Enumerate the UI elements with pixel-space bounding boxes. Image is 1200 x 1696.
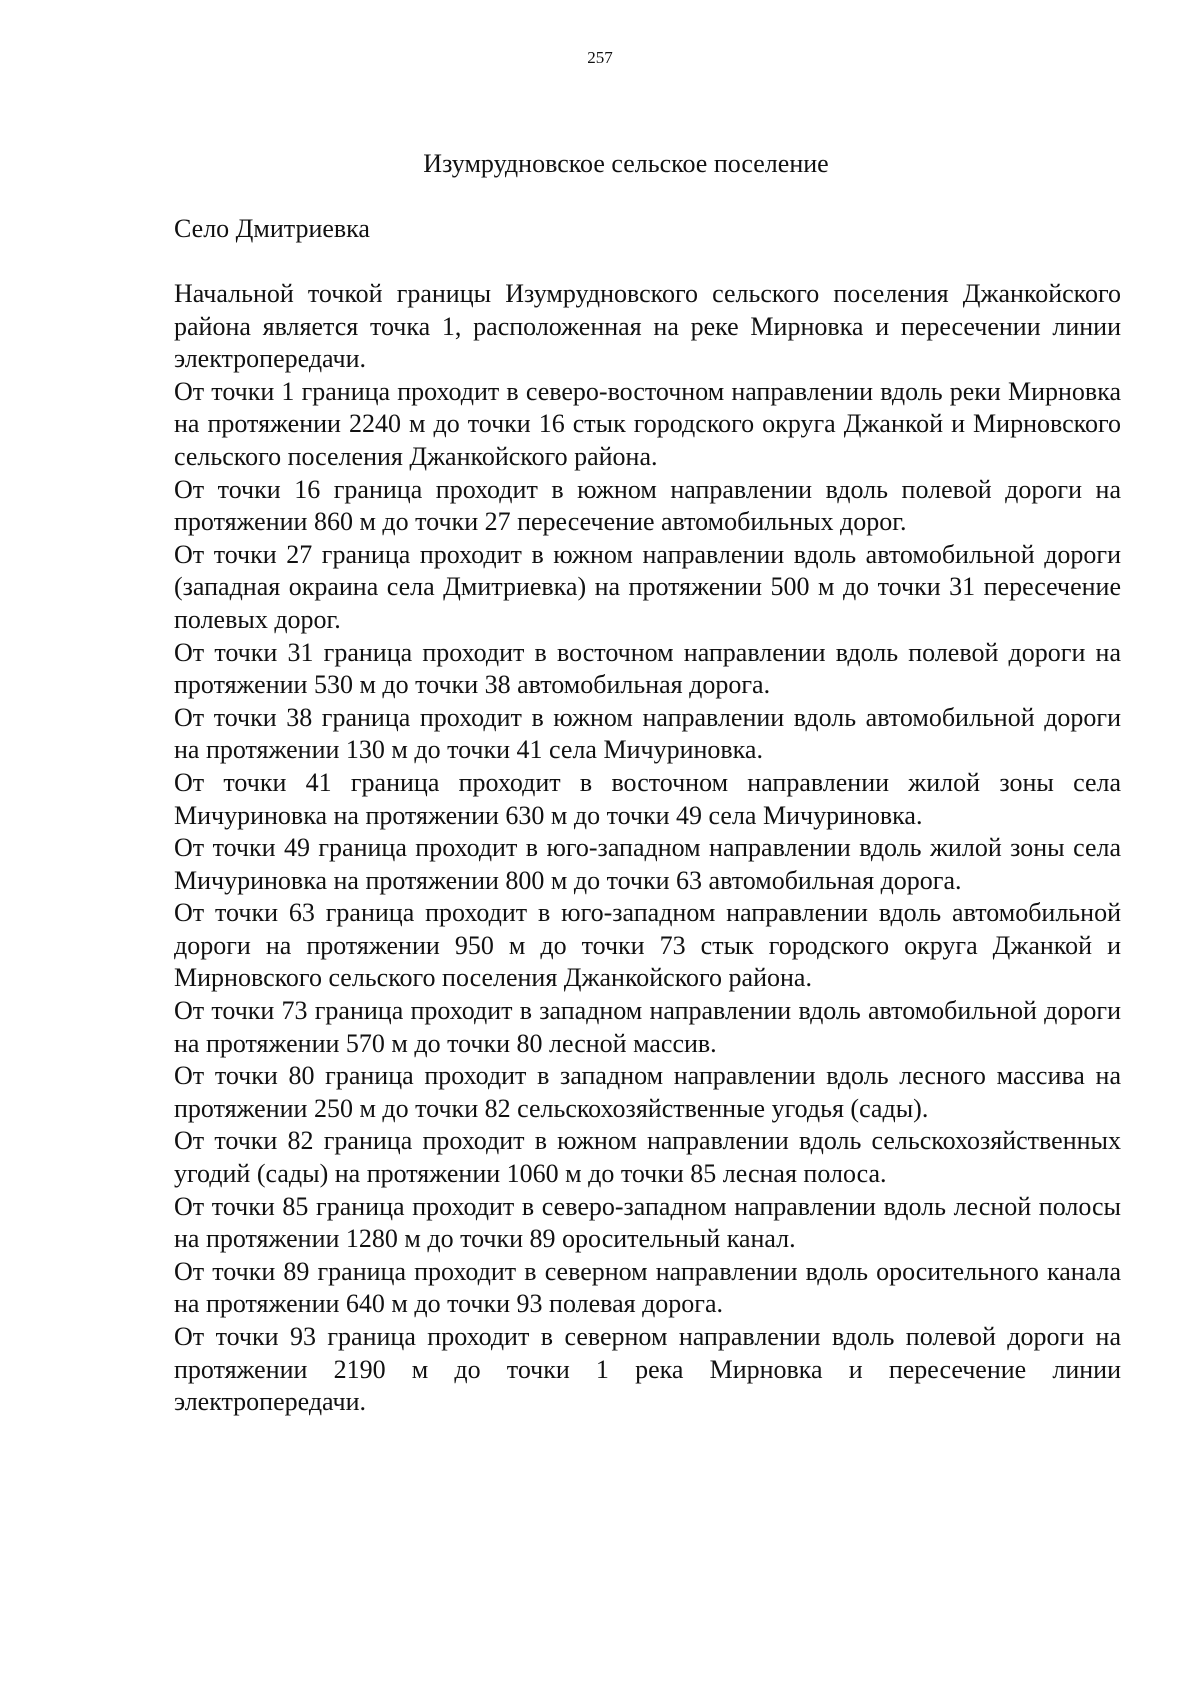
paragraph-point-31: От точки 31 граница проходит в восточном направлении вдоль полевой дороги на протяжении 530 м до точки 38 автомобильная дорога. <box>174 637 1121 700</box>
village-heading: Село Дмитриевка <box>174 214 370 243</box>
paragraph-point-80: От точки 80 граница проходит в западном направлении вдоль лесного массива на протяжении 250 м до точки 82 сельскохозяйственные угодья (сады). <box>174 1061 1121 1123</box>
paragraph-point-89: От точки 89 граница проходит в северном направлении вдоль оросительного канала на протяжении 640 м до точки 93 полевая дорога. <box>174 1256 1121 1319</box>
paragraph-point-63: От точки 63 граница проходит в юго-западном направлении вдоль автомобильной дороги на протяжении 950 м до точки 73 стык городского округа Джанкой и Мирновского сельского поселения Джанкойского района. <box>174 898 1121 993</box>
paragraph-point-41: От точки 41 граница проходит в восточном направлении жилой зоны села Мичуриновка на протяжении 630 м до точки 49 села Мичуриновка. <box>174 767 1121 830</box>
page-number: 257 <box>587 48 613 67</box>
paragraph-point-1: От точки 1 граница проходит в северо-восточном направлении вдоль реки Мирновка на протяжении 2240 м до точки 16 стык городского округа Джанкой и Мирновского сельского поселения Джанкойского района. <box>174 376 1121 471</box>
document-title: Изумрудновское сельское поселение <box>423 149 829 178</box>
paragraph-point-16: От точки 16 граница проходит в южном направлении вдоль полевой дороги на протяжении 860 м до точки 27 пересечение автомобильных дорог. <box>174 474 1121 537</box>
paragraph-point-82: От точки 82 граница проходит в южном направлении вдоль сельскохозяйственных угодий (сады) на протяжении 1060 м до точки 85 лесная полоса. <box>174 1126 1121 1189</box>
paragraph-point-27: От точки 27 граница проходит в южном направлении вдоль автомобильной дороги (западная окраина села Дмитриевка) на протяжении 500 м до точки 31 пересечение полевых дорог. <box>174 539 1121 634</box>
paragraph-point-38: От точки 38 граница проходит в южном направлении вдоль автомобильной дороги на протяжении 130 м до точки 41 села Мичуриновка. <box>174 702 1121 765</box>
paragraph-point-85: От точки 85 граница проходит в северо-западном направлении вдоль лесной полосы на протяжении 1280 м до точки 89 оросительный канал. <box>174 1191 1121 1254</box>
paragraph-point-49: От точки 49 граница проходит в юго-западном направлении вдоль жилой зоны села Мичуриновка на протяжении 800 м до точки 63 автомобильная дорога. <box>174 833 1121 895</box>
paragraph-starting-point: Начальной точкой границы Изумрудновского сельского поселения Джанкойского района является точка 1, расположенная на реке Мирновка и пересечении линии электропередачи. <box>174 279 1121 374</box>
paragraph-point-73: От точки 73 граница проходит в западном направлении вдоль автомобильной дороги на протяжении 570 м до точки 80 лесной массив. <box>174 996 1121 1058</box>
boundary-description <box>174 278 1121 1419</box>
paragraph-point-93: От точки 93 граница проходит в северном направлении вдоль полевой дороги на протяжении 2190 м до точки 1 река Мирновка и пересечение линии электропередачи. <box>174 1322 1121 1417</box>
